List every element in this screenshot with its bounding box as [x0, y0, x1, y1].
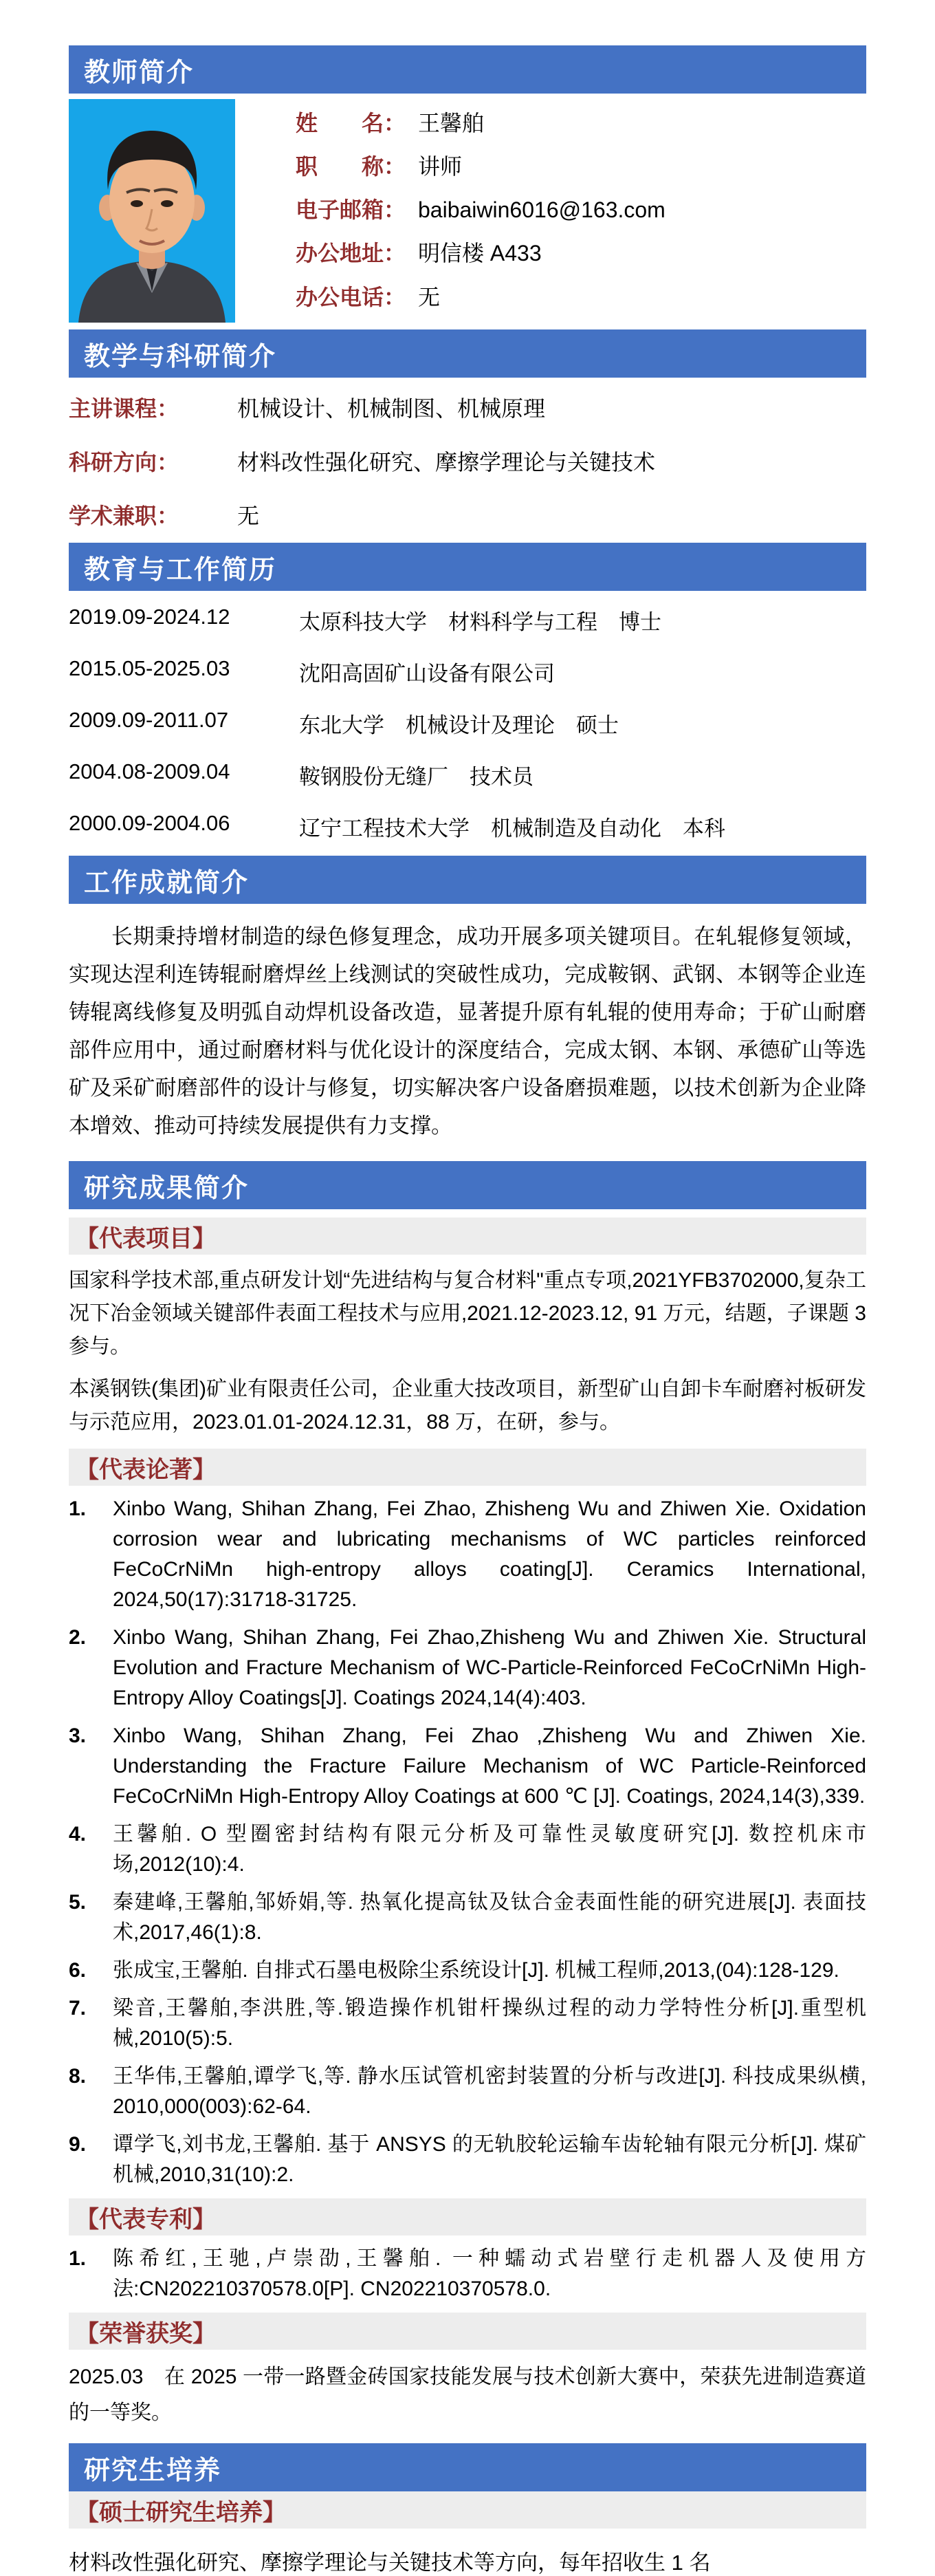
section-title: 研究生培养 — [84, 2456, 222, 2485]
education-detail: 太原科技大学 材料科学与工程 博士 — [299, 610, 661, 634]
profile-field-name — [296, 110, 866, 136]
subheading-representative-projects — [69, 1217, 866, 1255]
education-period: 2019.09-2024.12 — [69, 605, 230, 629]
patent-text: 陈希红,王驰,卢崇劭,王馨舶. 一种蠕动式岩壁行走机器人及使用方法:CN202210370578.0[P]. CN202210370578.0. — [113, 2247, 866, 2300]
field-label: 办公地址： — [296, 241, 406, 266]
publication-item — [69, 1887, 866, 1948]
profile-field-phone — [296, 284, 866, 310]
field-label: 职 称： — [296, 154, 406, 180]
teaching-row-research-direction — [69, 445, 866, 477]
field-value: 无 — [237, 504, 260, 528]
field-value: 无 — [418, 284, 441, 310]
section-title: 工作成就简介 — [84, 868, 250, 898]
subheading-title: 【荣誉获奖】 — [76, 2320, 216, 2347]
publication-text: 谭学飞,刘书龙,王馨舶. 基于 ANSYS 的无轨胶轮运输车齿轮轴有限元分析[J]. 煤矿机械,2010,31(10):2. — [113, 2133, 866, 2186]
publication-text: Xinbo Wang, Shihan Zhang, Fei Zhao ,Zhisheng Wu and Zhiwen Xie. Understanding the Fracture Failure Mechanism of WC Particle-Reinforced FeCoCrNiMn High-Entropy Alloy Coatings at 600 ℃ [J]. Coatings, 2024,14(3),339. — [113, 1724, 866, 1808]
section-header-teacher-intro — [69, 45, 866, 94]
item-number: 3. — [69, 1724, 87, 1747]
item-number: 8. — [69, 2065, 87, 2088]
publication-text: 王华伟,王馨舶,谭学飞,等. 静水压试管机密封装置的分析与改进[J]. 科技成果纵横, 2010,000(003):62-64. — [113, 2065, 866, 2118]
item-number: 2. — [69, 1626, 87, 1649]
project-item: 国家科学技术部,重点研发计划“先进结构与复合材料"重点专项,2021YFB3702000,复杂工况下冶金领域关键部件表面工程技术与应用,2021.12-2023.12, 91 万元，结题，子课题 3 参与。 — [69, 1269, 866, 1358]
achievements-paragraph: 长期秉持增材制造的绿色修复理念，成功开展多项关键项目。在轧辊修复领域，实现达涅利连铸辊耐磨焊丝上线测试的突破性成功，完成鞍钢、武钢、本钢等企业连铸辊离线修复及明弧自动焊机设备改造，显著提升原有轧辊的使用寿命；于矿山耐磨部件应用中，通过耐磨材料与优化设计的深度结合，完成太钢、本钢、承德矿山等选矿及采矿耐磨部件的设计与修复，切实解决客户设备磨损难题，以技术创新为企业降本增效、推动可持续发展提供有力支撑。 — [69, 924, 866, 1138]
field-value: 王馨舶 — [418, 111, 485, 136]
field-value: 讲师 — [418, 154, 463, 180]
item-number: 4. — [69, 1823, 87, 1846]
item-number: 5. — [69, 1891, 87, 1914]
field-label: 办公电话： — [296, 284, 406, 310]
education-row — [69, 759, 866, 790]
publication-item — [69, 2061, 866, 2122]
section-header-graduate-training — [69, 2443, 866, 2491]
education-row — [69, 708, 866, 739]
subheading-representative-publications — [69, 1449, 866, 1486]
profile-field-email — [296, 197, 866, 223]
education-detail: 辽宁工程技术大学 机械制造及自动化 本科 — [299, 816, 725, 841]
patent-item — [69, 2244, 866, 2304]
section-header-work-achievements — [69, 856, 866, 904]
teaching-block — [69, 378, 866, 543]
publication-text: Xinbo Wang, Shihan Zhang, Fei Zhao,Zhisheng Wu and Zhiwen Xie. Structural Evolution and Fracture Mechanism of WC-Particle-Reinforced FeCoCrNiMn High-Entropy Alloy Coatings[J]. Coatings 2024,14(4):403. — [113, 1626, 866, 1709]
item-number: 6. — [69, 1959, 87, 1982]
profile-field-title — [296, 153, 866, 180]
publications-list — [69, 1494, 866, 2190]
publication-text: 梁音,王馨舶,李洪胜,等.锻造操作机钳杆操纵过程的动力学特性分析[J].重型机械,2010(5):5. — [113, 1997, 866, 2050]
field-value: 机械设计、机械制图、机械原理 — [237, 396, 546, 421]
publication-item — [69, 1993, 866, 2054]
publication-item — [69, 1721, 866, 1812]
item-number: 1. — [69, 1497, 87, 1520]
education-period: 2000.09-2004.06 — [69, 811, 230, 835]
subheading-honors-awards — [69, 2313, 866, 2350]
item-number: 1. — [69, 2247, 87, 2270]
publication-text: 秦建峰,王馨舶,邹娇娟,等. 热氧化提高钛及钛合金表面性能的研究进展[J]. 表面技术,2017,46(1):8. — [113, 1891, 866, 1944]
item-number: 7. — [69, 1997, 87, 2020]
education-period: 2009.09-2011.07 — [69, 708, 229, 732]
field-value: 明信楼 A433 — [418, 241, 542, 266]
section-header-teaching-research — [69, 329, 866, 378]
field-label: 姓 名： — [296, 111, 406, 136]
section-header-education-work — [69, 543, 866, 591]
patents-list — [69, 2244, 866, 2304]
profile-field-office — [296, 240, 866, 266]
publication-text: Xinbo Wang, Shihan Zhang, Fei Zhao, Zhisheng Wu and Zhiwen Xie. Oxidation corrosion wear and lubricating mechanisms of WC particles reinforced FeCoCrNiMn high-entropy alloys coating[J]. Ceramics International, 2024,50(17):31718-31725. — [113, 1497, 866, 1611]
publication-item — [69, 2130, 866, 2190]
subheading-title: 【代表专利】 — [76, 2206, 216, 2233]
education-row — [69, 811, 866, 842]
teaching-row-academic-posts — [69, 499, 866, 530]
subheading-title: 【硕士研究生培养】 — [76, 2499, 286, 2526]
profile-fields — [296, 99, 866, 323]
field-label: 电子邮箱： — [296, 197, 406, 223]
subheading-title: 【代表论著】 — [76, 1456, 216, 1483]
field-value: 材料改性强化研究、摩擦学理论与关键技术 — [237, 450, 656, 475]
education-row — [69, 656, 866, 687]
field-label: 科研方向： — [69, 450, 179, 475]
education-detail: 东北大学 机械设计及理论 硕士 — [299, 713, 619, 737]
profile-block — [69, 99, 866, 323]
publication-item — [69, 1819, 866, 1880]
teacher-photo — [69, 99, 235, 323]
education-detail: 鞍钢股份无缝厂 技术员 — [299, 765, 534, 789]
publication-text: 王馨舶. O 型圈密封结构有限元分析及可靠性灵敏度研究[J]. 数控机床市场,2012(10):4. — [113, 1823, 866, 1876]
subheading-masters-training — [69, 2491, 866, 2529]
field-value-email: baibaiwin6016@163.com — [418, 197, 666, 223]
section-header-research-results — [69, 1161, 866, 1209]
education-row — [69, 605, 866, 636]
graduate-training-text: 材料改性强化研究、摩擦学理论与关键技术等方向，每年招收生 1 名 — [69, 2551, 711, 2575]
section-title: 教师简介 — [84, 58, 195, 87]
education-period: 2015.05-2025.03 — [69, 656, 230, 680]
section-title: 研究成果简介 — [84, 1173, 250, 1203]
publication-item — [69, 1623, 866, 1713]
subheading-title: 【代表项目】 — [76, 1225, 216, 1252]
project-item: 本溪钢铁(集团)矿业有限责任公司，企业重大技改项目，新型矿山自卸卡车耐磨衬板研发与示范应用，2023.01.01-2024.12.31，88 万，在研，参与。 — [69, 1378, 866, 1433]
publication-text: 张成宝,王馨舶. 自排式石墨电极除尘系统设计[J]. 机械工程师,2013,(04):128-129. — [113, 1959, 839, 1982]
section-title: 教育与工作简历 — [84, 555, 277, 585]
section-title: 教学与科研简介 — [84, 342, 277, 371]
field-label: 主讲课程： — [69, 396, 179, 421]
field-label: 学术兼职： — [69, 504, 179, 528]
education-block — [69, 591, 866, 856]
education-period: 2004.08-2009.04 — [69, 759, 230, 783]
teaching-row-courses — [69, 391, 866, 423]
subheading-representative-patents — [69, 2198, 866, 2236]
education-detail: 沈阳高固矿山设备有限公司 — [299, 662, 555, 686]
item-number: 9. — [69, 2133, 87, 2156]
publication-item — [69, 1494, 866, 1615]
honor-item: 2025.03 在 2025 一带一路暨金砖国家技能发展与技术创新大赛中，荣获先进制造赛道的一等奖。 — [69, 2366, 866, 2424]
publication-item — [69, 1956, 866, 1986]
